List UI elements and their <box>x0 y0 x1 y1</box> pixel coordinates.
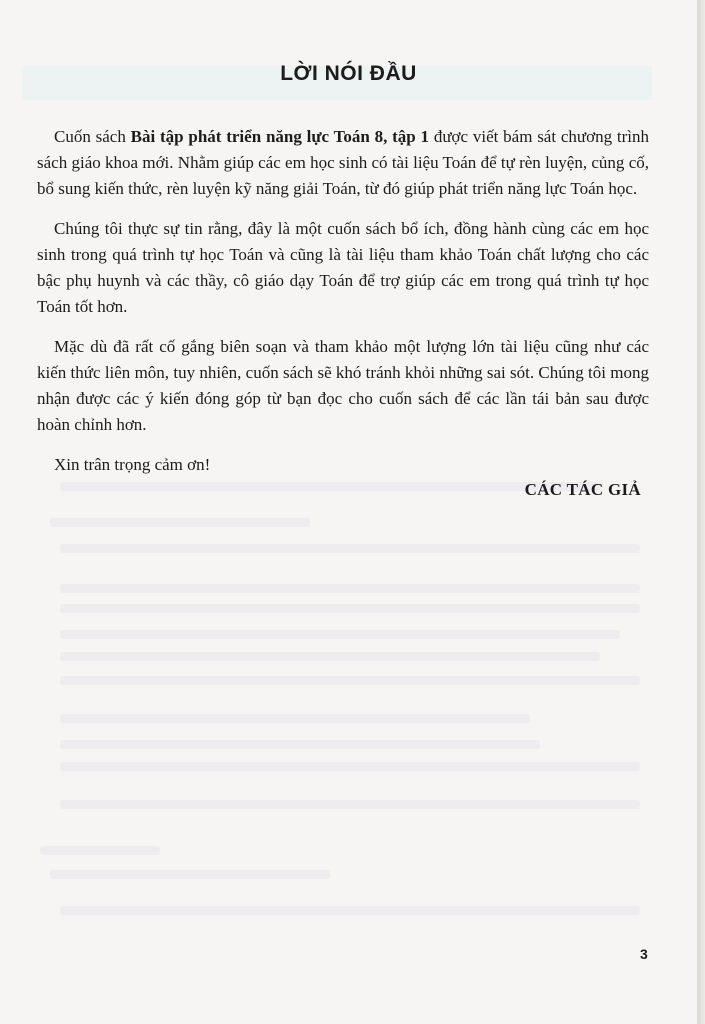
page-number: 3 <box>640 946 648 962</box>
paragraph-3-text: Mặc dù đã rất cố gắng biên soạn và tham khảo một lượng lớn tài liệu cũng như các kiến thức liên môn, tuy nhiên, cuốn sách sẽ khó tránh khỏi những sai sót. Chúng tôi mong nhận được các ý kiến đóng góp từ bạn đọc cho cuốn sách để các lần tái bản sau được hoàn chỉnh hơn. <box>37 337 649 434</box>
bleed-through-line <box>60 676 640 685</box>
preface-body <box>37 124 649 492</box>
paragraph-1-rest: được viết bám sát chương trình sách giáo khoa mới. Nhằm giúp các em học sinh có tài liệu Toán để tự rèn luyện, củng cố, bổ sung kiến thức, rèn luyện kỹ năng giải Toán, từ đó giúp phát triển năng lực Toán học. <box>37 127 650 198</box>
paragraph-2 <box>37 216 649 320</box>
bleed-through-line <box>60 906 640 915</box>
bleed-through-line <box>60 800 640 809</box>
paragraph-4 <box>37 452 649 478</box>
bleed-through-line <box>60 630 620 639</box>
signature: CÁC TÁC GIẢ <box>524 480 641 499</box>
paragraph-3 <box>37 334 649 438</box>
bleed-through-line <box>60 740 540 749</box>
paragraph-2-text: Chúng tôi thực sự tin rằng, đây là một cuốn sách bổ ích, đồng hành cùng các em học sinh trong quá trình tự học Toán và cũng là tài liệu tham khảo Toán chất lượng cho các bậc phụ huynh và các thầy, cô giáo dạy Toán để trợ giúp các em trong quá trình tự học Toán tốt hơn. <box>37 219 649 316</box>
bleed-through-line <box>60 714 530 723</box>
bleed-through-line <box>60 604 640 613</box>
bleed-through-line <box>50 870 330 879</box>
page-edge <box>697 0 705 1024</box>
bleed-through-line <box>60 652 600 661</box>
bleed-through-line <box>40 846 160 855</box>
book-title: Bài tập phát triển năng lực Toán 8, tập 1 <box>130 127 430 146</box>
bleed-through-line <box>50 518 310 527</box>
paragraph-1-start: Cuốn sách <box>54 127 131 146</box>
bleed-through-line <box>60 762 640 771</box>
bleed-through-line <box>60 544 640 553</box>
paragraph-4-text: Xin trân trọng cảm ơn! <box>54 455 211 474</box>
bleed-through-line <box>60 584 640 593</box>
page-title: LỜI NÓI ĐẦU <box>280 62 417 85</box>
paragraph-1 <box>37 124 649 202</box>
